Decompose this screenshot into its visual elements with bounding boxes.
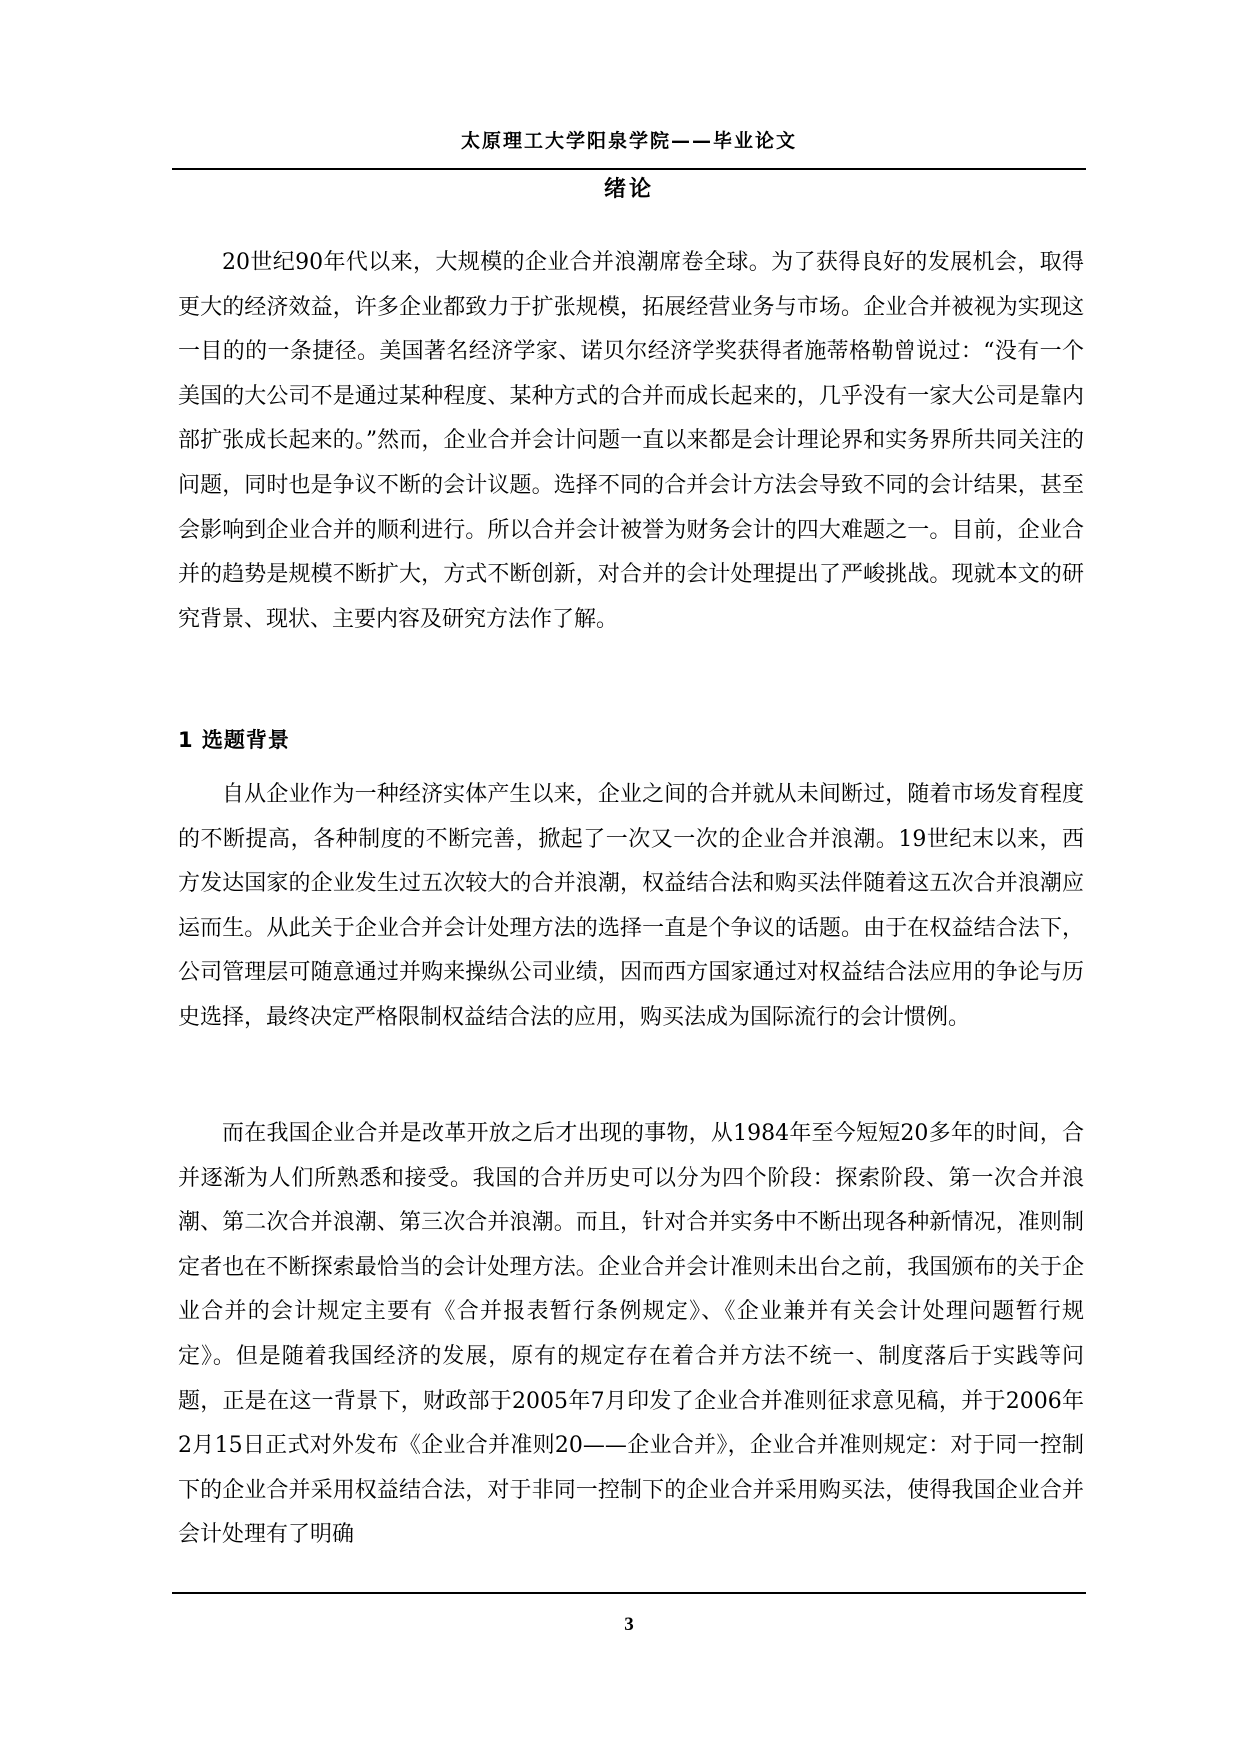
section-heading-background: 1 选题背景 [178,728,290,752]
footer-rule [172,1592,1086,1594]
header-rule [172,168,1086,170]
background-paragraph-2: 而在我国企业合并是改革开放之后才出现的事物，从1984年至今短短20多年的时间，合并逐渐为人们所熟悉和接受。我国的合并历史可以分为四个阶段：探索阶段、第一次合并浪潮、第二次合并浪潮、第三次合并浪潮。而且，针对合并实务中不断出现各种新情况，准则制定者也在不断探索最恰当的会计处理方法。企业合并会计准则未出台之前，我国颁布的关于企业合并的会计规定主要有《合并报表暂行条例规定》、《企业兼并有关会计处理问题暂行规定》。但是随着我国经济的发展，原有的规定存在着合并方法不统一、制度落后于实践等问题，正是在这一背景下，财政部于2005年7月印发了企业合并准则征求意见稿，并于2006年2月15日正式对外发布《企业合并准则20——企业合并》，企业合并准则规定：对于同一控制下的企业合并采用权益结合法，对于非同一控制下的企业合并采用购买法，使得我国企业合并会计处理有了明确 [178,1121,1084,1548]
running-header: 太原理工大学阳泉学院——毕业论文 [460,130,797,152]
intro-paragraph: 20世纪90年代以来，大规模的企业合并浪潮席卷全球。为了获得良好的发展机会，取得更大的经济效益，许多企业都致力于扩张规模，拓展经营业务与市场。企业合并被视为实现这一目的的一条捷径。美国著名经济学家、诺贝尔经济学奖获得者施蒂格勒曾说过：“没有一个美国的大公司不是通过某种程度、某种方式的合并而成长起来的，几乎没有一家大公司是靠内部扩张成长起来的。”然而，企业合并会计问题一直以来都是会计理论界和实务界所共同关注的问题，同时也是争议不断的会计议题。选择不同的合并会计方法会导致不同的会计结果，甚至会影响到企业合并的顺利进行。所以合并会计被誉为财务会计的四大难题之一。目前，企业合并的趋势是规模不断扩大，方式不断创新，对合并的会计处理提出了严峻挑战。现就本文的研究背景、现状、主要内容及研究方法作了解。 [178,250,1084,632]
background-paragraph-1: 自从企业作为一种经济实体产生以来，企业之间的合并就从未间断过，随着市场发育程度的不断提高，各种制度的不断完善，掀起了一次又一次的企业合并浪潮。19世纪末以来，西方发达国家的企业发生过五次较大的合并浪潮，权益结合法和购买法伴随着这五次合并浪潮应运而生。从此关于企业合并会计处理方法的选择一直是个争议的话题。由于在权益结合法下，公司管理层可随意通过并购来操纵公司业绩，因而西方国家通过对权益结合法应用的争论与历史选择，最终决定严格限制权益结合法的应用，购买法成为国际流行的会计惯例。 [178,782,1084,1030]
page-number: 3 [624,1614,634,1635]
section-title: 绪论 [603,177,654,202]
